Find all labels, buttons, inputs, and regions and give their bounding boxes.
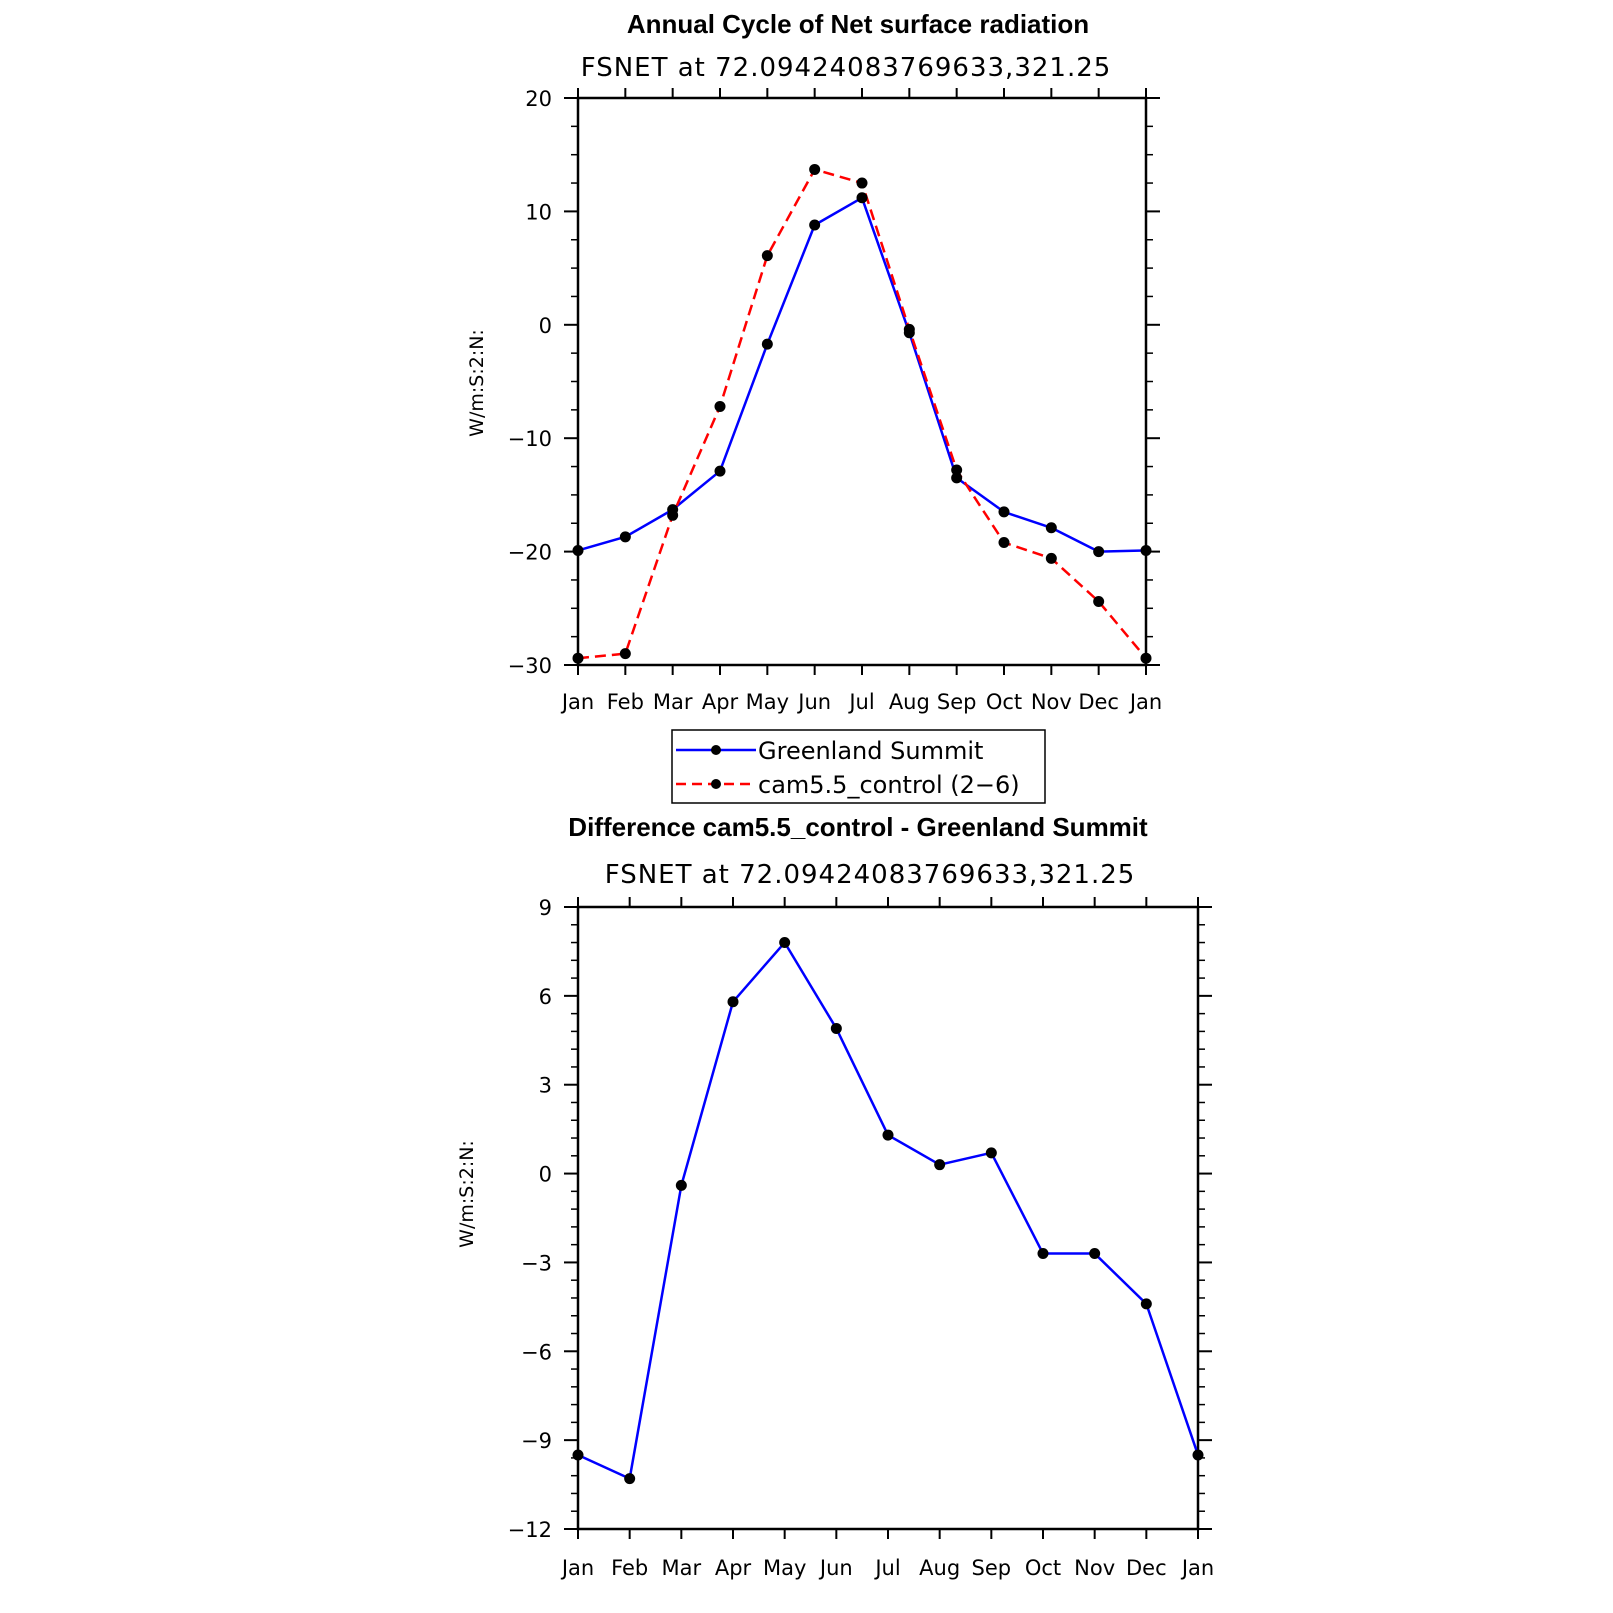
x-tick-label: Jan — [561, 1556, 595, 1580]
difference-data-point — [934, 1159, 945, 1170]
x-tick-label: Jun — [819, 1556, 853, 1580]
difference-subtitle: FSNET at 72.09424083769633,321.25 — [604, 860, 1136, 890]
annual-cycle-series-line-1 — [578, 169, 1146, 658]
y-tick-label: −20 — [507, 540, 552, 565]
difference-y-axis-label: W/m:S:2:N: — [456, 1140, 478, 1248]
x-tick-label: May — [745, 690, 790, 714]
annual-cycle-data-point — [1093, 596, 1104, 607]
x-tick-label: Nov — [1074, 1556, 1116, 1580]
annual-cycle-data-point — [1046, 553, 1057, 564]
y-tick-label: −6 — [521, 1340, 552, 1365]
annual-cycle-data-point — [904, 324, 915, 335]
difference-data-point — [883, 1130, 894, 1141]
annual-cycle-panel — [466, 9, 1162, 714]
y-tick-label: −12 — [507, 1518, 552, 1542]
x-tick-label: Mar — [661, 1556, 702, 1580]
annual-cycle-data-point — [620, 531, 631, 542]
x-tick-label: Dec — [1126, 1556, 1167, 1580]
y-tick-label: 0 — [538, 1162, 552, 1187]
difference-data-point — [1193, 1449, 1204, 1460]
y-tick-label: −3 — [521, 1251, 552, 1276]
difference-data-point — [624, 1473, 635, 1484]
annual-cycle-data-point — [573, 653, 584, 664]
y-tick-label: 0 — [538, 313, 552, 338]
legend — [672, 730, 1045, 803]
annual-cycle-data-point — [762, 250, 773, 261]
annual-cycle-subtitle: FSNET at 72.09424083769633,321.25 — [580, 53, 1112, 83]
x-tick-label: Jul — [875, 1556, 901, 1580]
difference-data-point — [1089, 1248, 1100, 1259]
x-tick-label: May — [762, 1556, 807, 1580]
x-tick-label: Oct — [985, 690, 1023, 714]
y-tick-label: 3 — [538, 1073, 552, 1098]
y-tick-label: 9 — [538, 896, 552, 920]
annual-cycle-y-axis-label: W/m:S:2:N: — [466, 329, 488, 437]
legend-label-cam5-5-control: cam5.5_control (2−6) — [758, 771, 1020, 799]
annual-cycle-data-point — [667, 510, 678, 521]
x-tick-label: Oct — [1024, 1556, 1062, 1580]
difference-panel — [456, 812, 1214, 1580]
x-tick-label: Jan — [1129, 690, 1163, 714]
annual-cycle-data-point — [857, 192, 868, 203]
annual-cycle-data-point — [857, 178, 868, 189]
difference-data-point — [676, 1180, 687, 1191]
annual-cycle-title: Annual Cycle of Net surface radiation — [626, 9, 1090, 39]
legend-marker-cam5-5-control — [711, 779, 721, 789]
x-tick-label: Aug — [888, 690, 930, 714]
y-tick-label: −10 — [507, 427, 552, 452]
x-tick-label: Jan — [561, 690, 595, 714]
annual-cycle-data-point — [951, 464, 962, 475]
x-tick-label: Sep — [936, 690, 977, 714]
x-tick-label: Feb — [611, 1556, 649, 1580]
y-tick-label: −9 — [521, 1429, 552, 1454]
difference-data-point — [1141, 1298, 1152, 1309]
x-tick-label: Jun — [798, 690, 832, 714]
x-tick-label: Sep — [971, 1556, 1012, 1580]
annual-cycle-data-point — [715, 466, 726, 477]
x-tick-label: Nov — [1030, 690, 1072, 714]
x-tick-label: Mar — [652, 690, 693, 714]
x-tick-label: Dec — [1078, 690, 1119, 714]
y-tick-label: 6 — [538, 984, 552, 1009]
legend-label-greenland-summit: Greenland Summit — [758, 737, 984, 765]
y-tick-label: 10 — [525, 200, 552, 225]
annual-cycle-data-point — [1046, 522, 1057, 533]
annual-cycle-data-point — [1141, 545, 1152, 556]
annual-cycle-data-point — [809, 220, 820, 231]
difference-data-point — [779, 937, 790, 948]
x-tick-label: Jan — [1181, 1556, 1215, 1580]
difference-data-point — [831, 1023, 842, 1034]
annual-cycle-data-point — [999, 537, 1010, 548]
legend-marker-greenland-summit — [711, 745, 721, 755]
x-tick-label: Feb — [606, 690, 644, 714]
x-tick-label: Apr — [701, 690, 739, 714]
x-tick-label: Aug — [919, 1556, 961, 1580]
annual-cycle-data-point — [573, 545, 584, 556]
difference-data-point — [986, 1147, 997, 1158]
difference-title: Difference cam5.5_control - Greenland Summit — [568, 812, 1148, 842]
y-tick-label: −30 — [507, 654, 552, 678]
annual-cycle-series-line-0 — [578, 198, 1146, 552]
difference-data-point — [728, 996, 739, 1007]
annual-cycle-data-point — [999, 506, 1010, 517]
x-tick-label: Jul — [849, 690, 875, 714]
annual-cycle-data-point — [620, 648, 631, 659]
annual-cycle-data-point — [715, 401, 726, 412]
annual-cycle-data-point — [762, 339, 773, 350]
y-tick-label: 20 — [525, 87, 552, 111]
annual-cycle-data-point — [809, 164, 820, 175]
difference-data-point — [573, 1449, 584, 1460]
annual-cycle-data-point — [1093, 546, 1104, 557]
difference-data-point — [1038, 1248, 1049, 1259]
difference-plot-frame — [578, 907, 1198, 1529]
annual-cycle-data-point — [1141, 653, 1152, 664]
difference-series-line-0 — [578, 943, 1198, 1479]
x-tick-label: Apr — [714, 1556, 752, 1580]
